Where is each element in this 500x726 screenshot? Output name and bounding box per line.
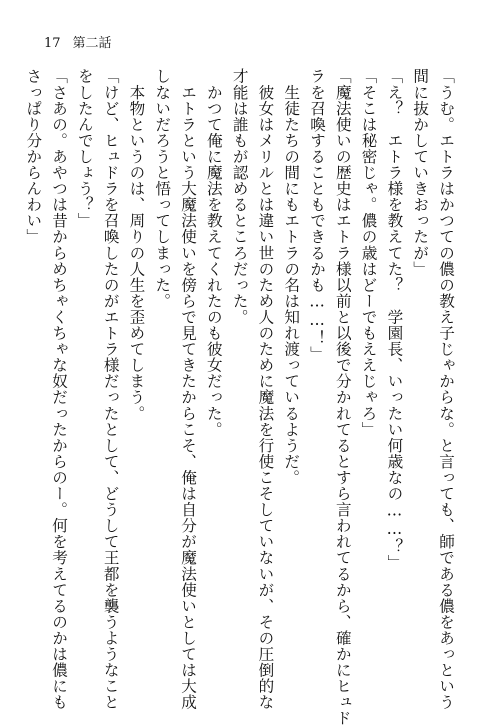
- text-column: 「そこは秘密じゃ。儂の歳はどーでもええじゃろ」: [359, 68, 378, 438]
- text-column: 間に抜かしていきおったが」: [411, 68, 430, 277]
- page-number: 17: [44, 36, 61, 51]
- text-column: をしたんでしょう？」: [75, 68, 94, 229]
- text-column: ラを召喚することもできるかも……！」: [308, 68, 327, 362]
- text-column: 「けど、ヒュドラを召喚したのがエトラ様だったとして、どうして王都を襲うようなこと: [101, 68, 120, 710]
- text-column: かつて俺に魔法を教えてくれたのも彼女だった。: [204, 68, 223, 438]
- text-column: 本物というのは、周りの人生を歪めてしまう。: [127, 68, 146, 422]
- text-column: 「え？ エトラ様を教えてた？ 学園長、いったい何歳なの……？」: [385, 68, 404, 571]
- text-column: 才能は誰もが認めるところだった。: [230, 68, 249, 325]
- text-column: 「魔法使いの歴史はエトラ様以前と以後で分かれてるとすら言われてるから、確かにヒュド: [333, 68, 352, 726]
- text-column: しないだろうと悟ってしまった。: [153, 68, 172, 309]
- vertical-body-text: [19, 68, 458, 726]
- text-column: 「さあの。あやつは昔からめちゃくちゃな奴だったからのー。何を考えてるのかは儂にも: [50, 68, 69, 710]
- chapter-title: 第二話: [72, 36, 112, 51]
- text-column: 「うむ。エトラはかつての儂の教え子じゃからな。と言っても、師である儂をあっという: [437, 68, 455, 710]
- text-column: エトラという大魔法使いを傍らで見てきたからこそ、俺は自分が魔法使いとしては大成: [179, 68, 198, 710]
- text-column: さっぱり分からんわい」: [24, 68, 43, 245]
- page-header: [44, 36, 112, 52]
- text-column: 生徒たちの間にもエトラの名は知れ渡っているようだ。: [282, 68, 301, 486]
- text-column: 彼女はメリルとは違い世のため人のために魔法を行使こそしていないが、その圧倒的な: [256, 68, 275, 710]
